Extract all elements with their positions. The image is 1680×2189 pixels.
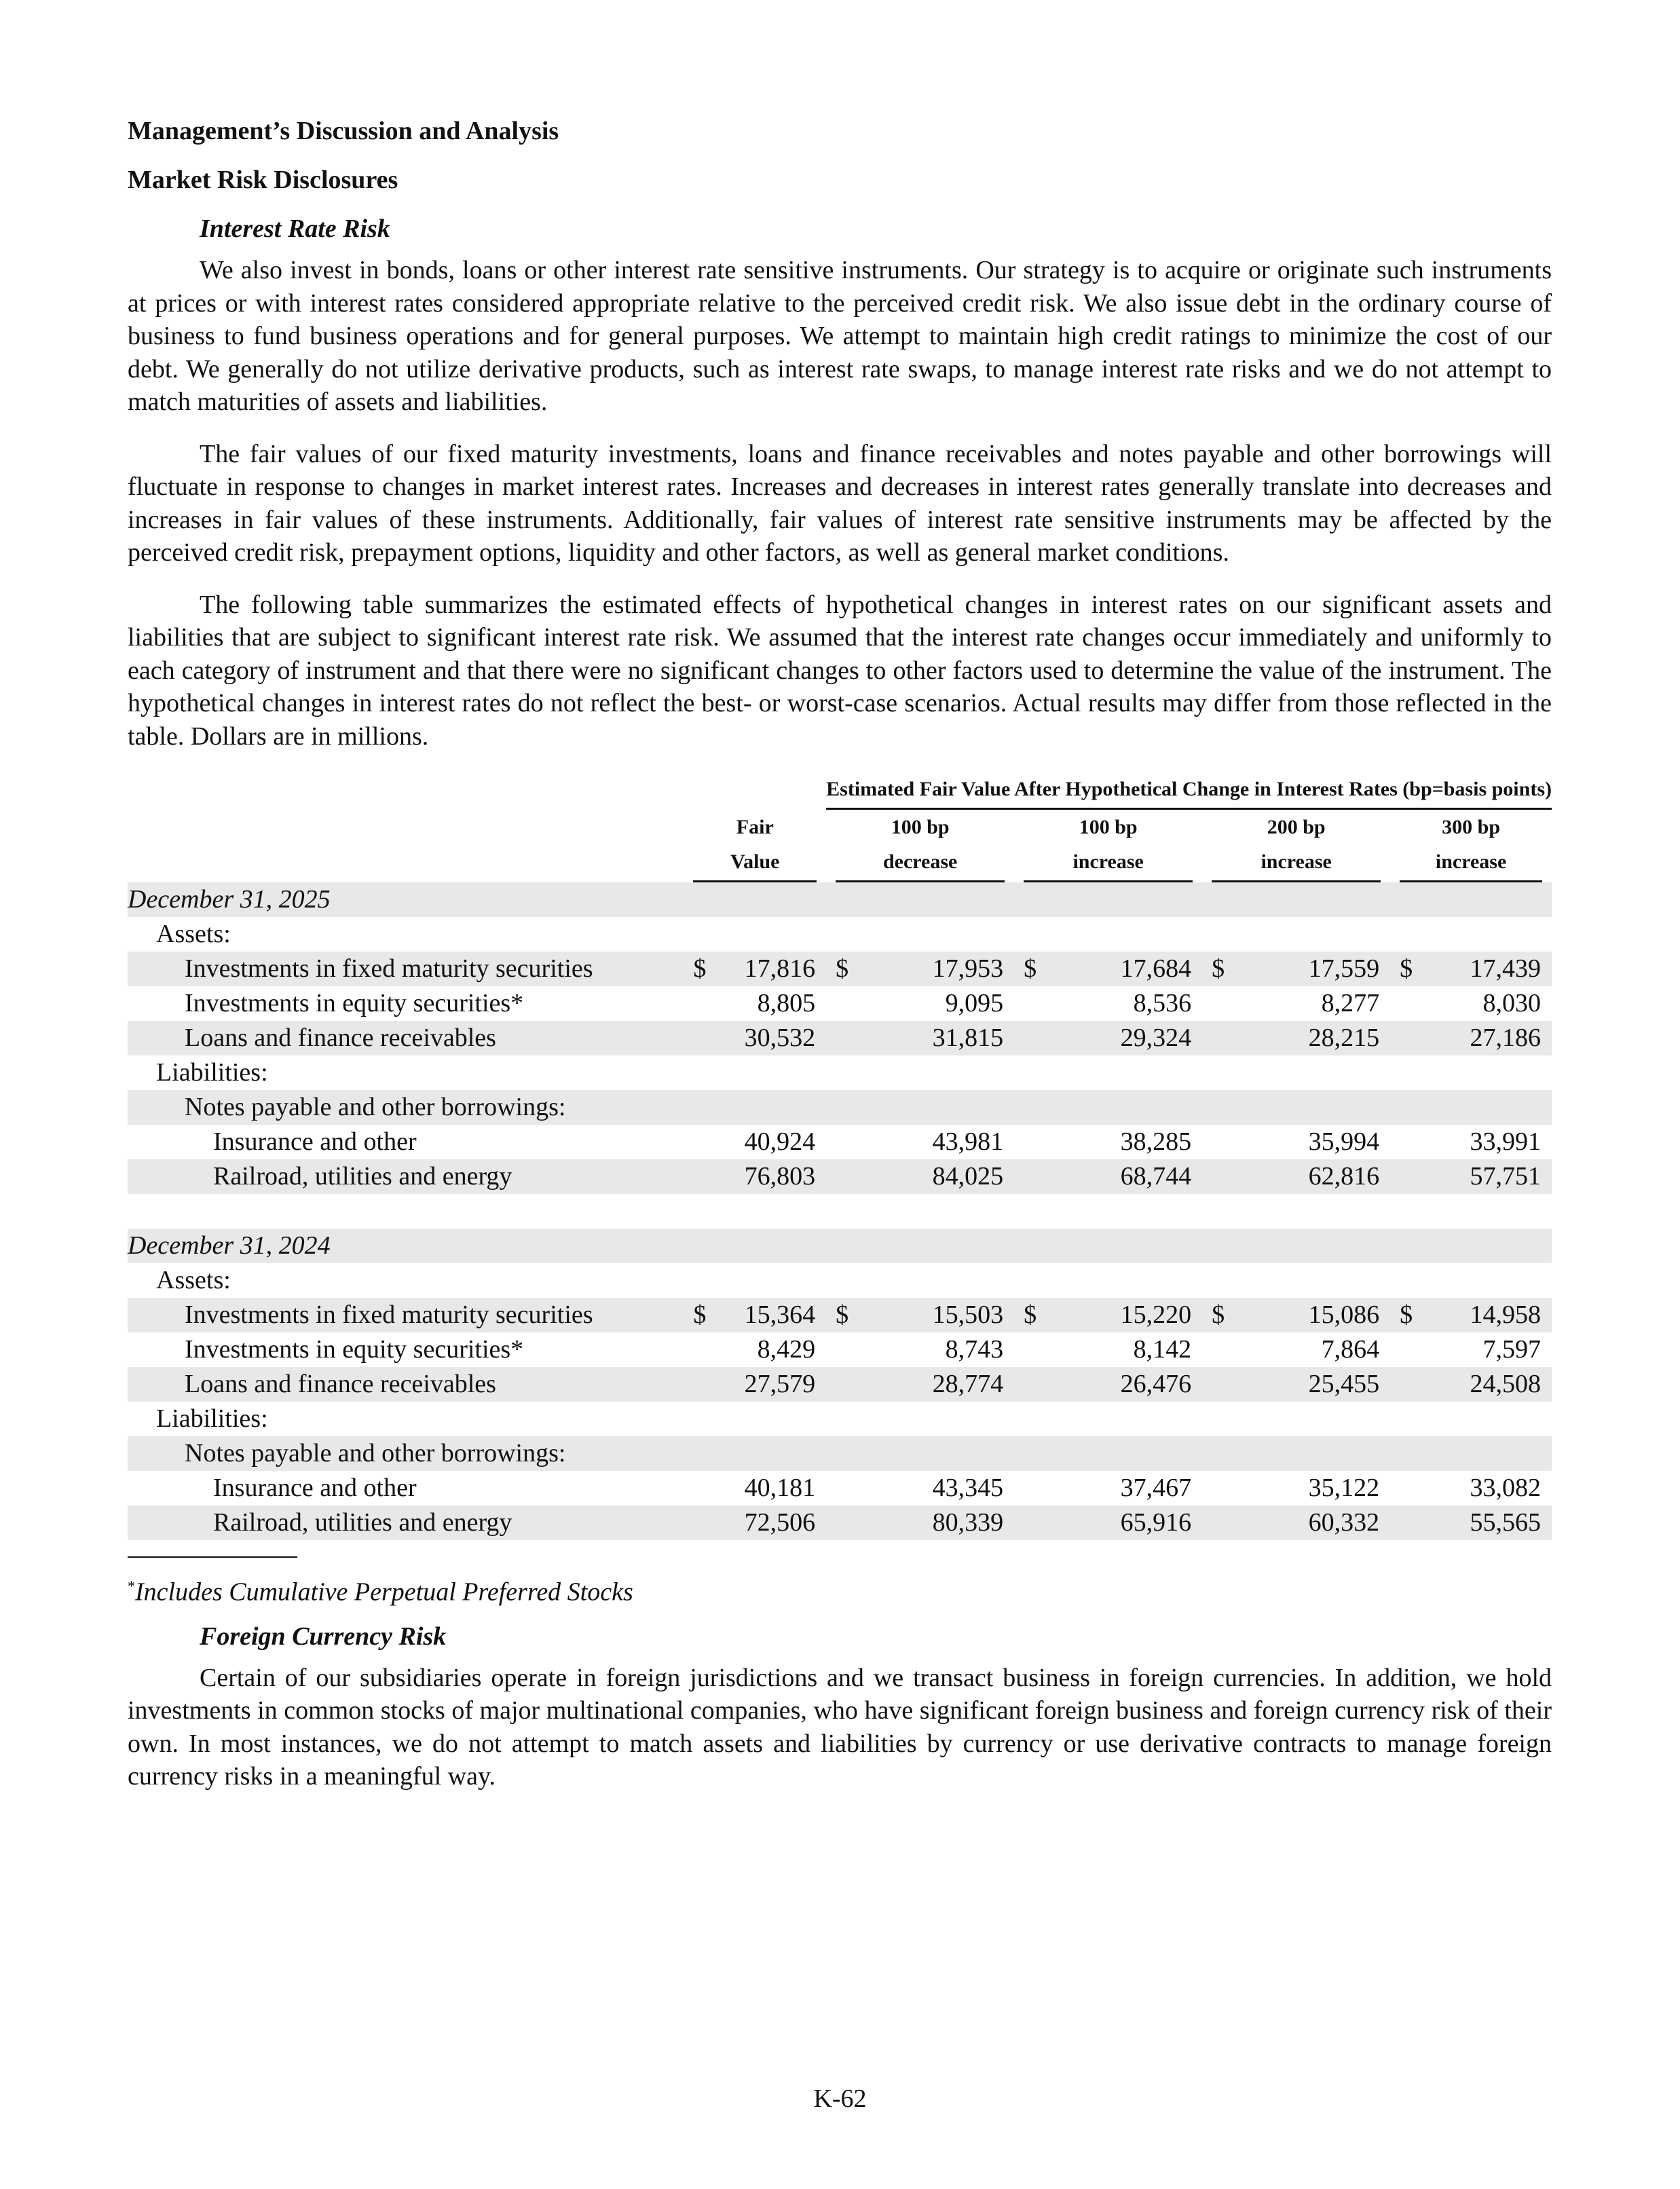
dollar-spacer (1014, 1159, 1051, 1194)
dollar-spacer (1390, 1505, 1427, 1540)
dollar-spacer (1390, 1090, 1427, 1125)
dollar-spacer (826, 1402, 863, 1436)
table-row (128, 1402, 1552, 1436)
row-label: Assets: (156, 1266, 231, 1294)
value-cell: 33,082 (1470, 1474, 1541, 1502)
value-cell: 17,816 (712, 952, 826, 986)
value-cell (864, 1436, 1015, 1471)
dollar-spacer (1014, 917, 1051, 952)
dollar-spacer (1014, 1402, 1051, 1436)
dollar-sign: $ (1014, 1298, 1051, 1332)
dollar-spacer (1014, 1055, 1051, 1090)
dollar-spacer (1202, 1159, 1239, 1194)
value-cell: 35,122 (1308, 1474, 1380, 1502)
value-cell (1428, 1402, 1552, 1436)
interest-rate-table (128, 772, 1552, 1540)
dollar-spacer (684, 1332, 712, 1367)
value-cell: 35,994 (1308, 1127, 1380, 1156)
value-cell: 7,864 (1321, 1335, 1380, 1364)
dollar-spacer (1014, 1229, 1051, 1263)
column-header-line1: 100 bp (1079, 816, 1138, 838)
dollar-spacer (1390, 1159, 1427, 1194)
table-row (128, 1367, 1552, 1402)
table-row (128, 882, 1552, 917)
dollar-spacer (826, 1229, 863, 1263)
table-row (128, 1229, 1552, 1263)
dollar-spacer (1390, 1402, 1427, 1436)
dollar-spacer (1202, 1471, 1239, 1505)
table-row (128, 917, 1552, 952)
paragraph-fair-values: The fair values of our fixed maturity investments, loans and finance receivables and notes payable and other borrowings will fluctuate in response to changes in market interest rates. Increases and decreases in interest rates generally translate into decreases and increases in fair values of these instruments. Additionally, fair values of interest rate sensitive instruments may be affected by the perceived credit risk, prepayment options, liquidity and other factors, as well as general market conditions. (128, 439, 1552, 567)
dollar-spacer (684, 1125, 712, 1159)
footnote-marker: * (128, 1577, 135, 1594)
value-cell: 30,532 (712, 1021, 826, 1055)
paragraph-foreign-currency: Certain of our subsidiaries operate in foreign jurisdictions and we transact business in foreign currencies. In addition, we hold investments in common stocks of major multinational companies, who have significant foreign business and foreign currency risk of their own. In most instances, we do not attempt to match assets and liabilities by currency or use derivative contracts to manage foreign currency risks in a meaningful way. (128, 1663, 1552, 1791)
footnote-text: Includes Cumulative Perpetual Preferred Stocks (135, 1577, 633, 1607)
value-cell: 27,579 (712, 1367, 826, 1402)
dollar-spacer (684, 1229, 712, 1263)
dollar-spacer (1014, 1021, 1051, 1055)
value-cell: 60,332 (1240, 1505, 1391, 1540)
value-cell: 43,981 (932, 1127, 1004, 1156)
value-cell (864, 1055, 1015, 1090)
value-cell: 43,345 (932, 1474, 1004, 1502)
table-row (128, 1055, 1552, 1090)
page-number: K-62 (813, 2084, 867, 2113)
value-cell: 29,324 (1052, 1021, 1203, 1055)
value-cell (1052, 1090, 1203, 1125)
row-label: December 31, 2025 (128, 882, 684, 917)
section-heading: Management’s Discussion and Analysis (128, 117, 559, 145)
value-cell: 40,924 (744, 1127, 816, 1156)
value-cell (1240, 1229, 1391, 1263)
dollar-spacer (1014, 1194, 1051, 1229)
dollar-spacer (1390, 1125, 1427, 1159)
value-cell: 65,916 (1052, 1505, 1203, 1540)
column-header-line2: increase (1072, 850, 1144, 873)
value-cell: 8,142 (1133, 1335, 1192, 1364)
row-label: Loans and finance receivables (128, 1021, 684, 1055)
value-cell (1240, 1263, 1391, 1298)
row-label: Insurance and other (213, 1474, 417, 1502)
dollar-spacer (1202, 917, 1239, 952)
column-header (1014, 809, 1202, 883)
value-cell (1052, 1055, 1203, 1090)
value-cell (1052, 1229, 1203, 1263)
value-cell: 15,364 (712, 1298, 826, 1332)
value-cell: 17,953 (864, 952, 1015, 986)
dollar-spacer (684, 882, 712, 917)
dollar-spacer (684, 1263, 712, 1298)
dollar-spacer (684, 986, 712, 1021)
interest-rate-risk-heading: Interest Rate Risk (200, 214, 390, 243)
value-cell: 8,277 (1321, 989, 1380, 1017)
value-cell (864, 1194, 1015, 1229)
dollar-spacer (1014, 1090, 1051, 1125)
value-cell: 8,536 (1133, 989, 1192, 1017)
dollar-spacer (1202, 1505, 1239, 1540)
dollar-spacer (1014, 1471, 1051, 1505)
value-cell: 33,991 (1470, 1127, 1541, 1156)
value-cell (1052, 917, 1203, 952)
value-cell (1240, 1090, 1391, 1125)
row-label: Assets: (156, 920, 231, 948)
value-cell: 17,559 (1240, 952, 1391, 986)
dollar-sign: $ (1390, 952, 1427, 986)
dollar-sign: $ (1202, 952, 1239, 986)
dollar-spacer (1390, 1229, 1427, 1263)
column-header-line1: Fair (736, 816, 774, 838)
column-header-line2: increase (1261, 850, 1332, 873)
document-page (128, 114, 1552, 1812)
value-cell (864, 1090, 1015, 1125)
dollar-spacer (1390, 1367, 1427, 1402)
row-label: Insurance and other (213, 1127, 417, 1156)
value-cell (712, 1090, 826, 1125)
value-cell (1428, 1055, 1552, 1090)
footnote-rule (128, 1556, 297, 1558)
value-cell: 8,030 (1482, 989, 1541, 1017)
dollar-sign: $ (1202, 1298, 1239, 1332)
value-cell (1428, 1436, 1552, 1471)
value-cell: 76,803 (712, 1159, 826, 1194)
table-row (128, 952, 1552, 986)
value-cell (1428, 1090, 1552, 1125)
dollar-spacer (684, 1367, 712, 1402)
row-label: Notes payable and other borrowings: (128, 1090, 684, 1125)
value-cell (712, 1229, 826, 1263)
table-row (128, 1021, 1552, 1055)
value-cell (1052, 1436, 1203, 1471)
dollar-sign: $ (684, 952, 712, 986)
row-label: Notes payable and other borrowings: (128, 1436, 684, 1471)
dollar-spacer (684, 1021, 712, 1055)
row-label: Investments in fixed maturity securities (128, 952, 684, 986)
paragraph-investments: We also invest in bonds, loans or other interest rate sensitive instruments. Our strategy is to acquire or originate such instruments at prices or with interest rates considered appropriate relative to the perceived credit risk. We also issue debt in the ordinary course of business to fund business operations and for general purposes. We attempt to maintain high credit ratings to minimize the cost of our debt. We generally do not utilize derivative products, such as interest rate swaps, to manage interest rate risks and we do not attempt to match maturities of assets and liabilities. (128, 256, 1552, 416)
dollar-spacer (1202, 1436, 1239, 1471)
value-cell: 37,467 (1120, 1474, 1192, 1502)
value-cell: 68,744 (1052, 1159, 1203, 1194)
value-cell (712, 882, 826, 917)
column-header-line2: increase (1435, 850, 1507, 873)
column-header-line2: decrease (882, 850, 958, 873)
table-row (128, 1125, 1552, 1159)
dollar-spacer (1202, 1332, 1239, 1367)
dollar-spacer (826, 1263, 863, 1298)
value-cell (864, 917, 1015, 952)
row-label: Liabilities: (156, 1058, 268, 1087)
dollar-spacer (1014, 1367, 1051, 1402)
value-cell: 17,684 (1052, 952, 1203, 986)
value-cell (712, 1436, 826, 1471)
dollar-spacer (1202, 882, 1239, 917)
value-cell: 24,508 (1428, 1367, 1552, 1402)
value-cell (1052, 1263, 1203, 1298)
dollar-spacer (1390, 1055, 1427, 1090)
value-cell: 72,506 (712, 1505, 826, 1540)
dollar-spacer (826, 1471, 863, 1505)
value-cell (1428, 1229, 1552, 1263)
value-cell: 15,086 (1240, 1298, 1391, 1332)
value-cell: 28,215 (1240, 1021, 1391, 1055)
table-row (128, 1505, 1552, 1540)
value-cell: 38,285 (1120, 1127, 1192, 1156)
value-cell: 31,815 (864, 1021, 1015, 1055)
table-row (128, 986, 1552, 1021)
value-cell: 55,565 (1428, 1505, 1552, 1540)
value-cell (712, 917, 826, 952)
row-label: Investments in equity securities* (185, 1335, 524, 1364)
header-spacer (128, 809, 684, 883)
value-cell: 57,751 (1428, 1159, 1552, 1194)
row-label: Liabilities: (156, 1404, 268, 1433)
value-cell: 26,476 (1052, 1367, 1203, 1402)
row-label: December 31, 2024 (128, 1229, 684, 1263)
value-cell: 40,181 (744, 1474, 816, 1502)
column-header (684, 809, 826, 883)
dollar-spacer (826, 917, 863, 952)
row-label (128, 1194, 684, 1229)
dollar-spacer (684, 917, 712, 952)
dollar-spacer (1202, 1367, 1239, 1402)
row-label: Investments in fixed maturity securities (128, 1298, 684, 1332)
column-header (1390, 809, 1552, 883)
column-header-line2: Value (730, 850, 780, 873)
table-row (128, 1263, 1552, 1298)
value-cell (1240, 1194, 1391, 1229)
value-cell (1240, 917, 1391, 952)
dollar-sign: $ (826, 1298, 863, 1332)
value-cell (864, 1229, 1015, 1263)
dollar-spacer (1014, 1436, 1051, 1471)
value-cell (864, 1402, 1015, 1436)
dollar-spacer (1014, 986, 1051, 1021)
dollar-spacer (684, 1090, 712, 1125)
value-cell (712, 1402, 826, 1436)
value-cell (1240, 1055, 1391, 1090)
row-label: Investments in equity securities* (185, 989, 524, 1017)
subsection-heading: Market Risk Disclosures (128, 166, 398, 194)
value-cell: 28,774 (864, 1367, 1015, 1402)
footnote (128, 1571, 1552, 1607)
value-cell (1240, 1436, 1391, 1471)
dollar-sign: $ (826, 952, 863, 986)
dollar-spacer (1202, 1263, 1239, 1298)
value-cell (712, 1263, 826, 1298)
value-cell: 84,025 (864, 1159, 1015, 1194)
value-cell: 15,220 (1052, 1298, 1203, 1332)
dollar-spacer (1014, 1505, 1051, 1540)
dollar-spacer (1390, 1471, 1427, 1505)
value-cell (1052, 882, 1203, 917)
dollar-spacer (684, 1055, 712, 1090)
dollar-spacer (684, 1159, 712, 1194)
value-cell (1428, 882, 1552, 917)
column-header (826, 809, 1014, 883)
dollar-spacer (1390, 1021, 1427, 1055)
dollar-spacer (1390, 882, 1427, 917)
table-row (128, 1194, 1552, 1229)
value-cell: 25,455 (1240, 1367, 1391, 1402)
dollar-spacer (684, 1505, 712, 1540)
value-cell: 7,597 (1482, 1335, 1541, 1364)
table-group-header: Estimated Fair Value After Hypothetical Change in Interest Rates (bp=basis points) (826, 772, 1552, 809)
table-row (128, 1298, 1552, 1332)
row-label: Railroad, utilities and energy (128, 1505, 684, 1540)
value-cell (864, 882, 1015, 917)
column-header-line1: 300 bp (1442, 816, 1501, 838)
value-cell: 8,429 (757, 1335, 816, 1364)
value-cell (1428, 1263, 1552, 1298)
dollar-spacer (1390, 1436, 1427, 1471)
dollar-sign: $ (1390, 1298, 1427, 1332)
dollar-spacer (1202, 1402, 1239, 1436)
dollar-spacer (826, 882, 863, 917)
row-label: Loans and finance receivables (128, 1367, 684, 1402)
dollar-spacer (1014, 1332, 1051, 1367)
dollar-spacer (826, 1505, 863, 1540)
dollar-spacer (1202, 1229, 1239, 1263)
table-row (128, 1159, 1552, 1194)
dollar-spacer (1202, 1125, 1239, 1159)
foreign-currency-risk-heading: Foreign Currency Risk (200, 1622, 447, 1651)
value-cell (1240, 882, 1391, 917)
dollar-spacer (1390, 986, 1427, 1021)
paragraph-table-summary: The following table summarizes the estimated effects of hypothetical changes in interest rates on our significant assets and liabilities that are subject to significant interest rate risk. We assumed that the interest rate changes occur immediately and uniformly to each category of instrument and that there were no significant changes to other factors used to determine the value of the instrument. The hypothetical changes in interest rates do not reflect the best- or worst-case scenarios. Actual results may differ from those reflected in the table. Dollars are in millions. (128, 590, 1552, 751)
dollar-spacer (1202, 986, 1239, 1021)
table-row (128, 1436, 1552, 1471)
dollar-spacer (684, 1402, 712, 1436)
column-header-line1: 200 bp (1267, 816, 1326, 838)
dollar-spacer (1390, 1194, 1427, 1229)
dollar-spacer (826, 1055, 863, 1090)
dollar-spacer (826, 1021, 863, 1055)
dollar-sign: $ (1014, 952, 1051, 986)
dollar-sign: $ (684, 1298, 712, 1332)
value-cell: 62,816 (1240, 1159, 1391, 1194)
value-cell (1428, 917, 1552, 952)
dollar-spacer (1202, 1021, 1239, 1055)
dollar-spacer (826, 1194, 863, 1229)
row-label: Railroad, utilities and energy (128, 1159, 684, 1194)
table-row (128, 1332, 1552, 1367)
dollar-spacer (684, 1436, 712, 1471)
value-cell: 27,186 (1428, 1021, 1552, 1055)
dollar-spacer (1390, 1332, 1427, 1367)
value-cell: 8,743 (945, 1335, 1004, 1364)
dollar-spacer (684, 1194, 712, 1229)
dollar-spacer (1014, 1125, 1051, 1159)
dollar-spacer (1390, 1263, 1427, 1298)
dollar-spacer (826, 1332, 863, 1367)
value-cell (1240, 1402, 1391, 1436)
column-header (1202, 809, 1390, 883)
table-row (128, 1090, 1552, 1125)
value-cell: 14,958 (1428, 1298, 1552, 1332)
value-cell (712, 1194, 826, 1229)
dollar-spacer (1390, 917, 1427, 952)
dollar-spacer (1014, 882, 1051, 917)
column-header-line1: 100 bp (891, 816, 950, 838)
dollar-spacer (1202, 1194, 1239, 1229)
value-cell (864, 1263, 1015, 1298)
dollar-spacer (826, 1090, 863, 1125)
dollar-spacer (1014, 1263, 1051, 1298)
dollar-spacer (826, 986, 863, 1021)
value-cell: 17,439 (1428, 952, 1552, 986)
value-cell (1428, 1194, 1552, 1229)
dollar-spacer (826, 1159, 863, 1194)
value-cell: 8,805 (757, 989, 816, 1017)
dollar-spacer (1202, 1090, 1239, 1125)
dollar-spacer (826, 1367, 863, 1402)
dollar-spacer (826, 1436, 863, 1471)
value-cell: 80,339 (864, 1505, 1015, 1540)
dollar-spacer (826, 1125, 863, 1159)
dollar-spacer (1202, 1055, 1239, 1090)
value-cell (1052, 1402, 1203, 1436)
table-row (128, 1471, 1552, 1505)
value-cell: 15,503 (864, 1298, 1015, 1332)
dollar-spacer (684, 1471, 712, 1505)
value-cell (1052, 1194, 1203, 1229)
value-cell: 9,095 (945, 989, 1004, 1017)
value-cell (712, 1055, 826, 1090)
